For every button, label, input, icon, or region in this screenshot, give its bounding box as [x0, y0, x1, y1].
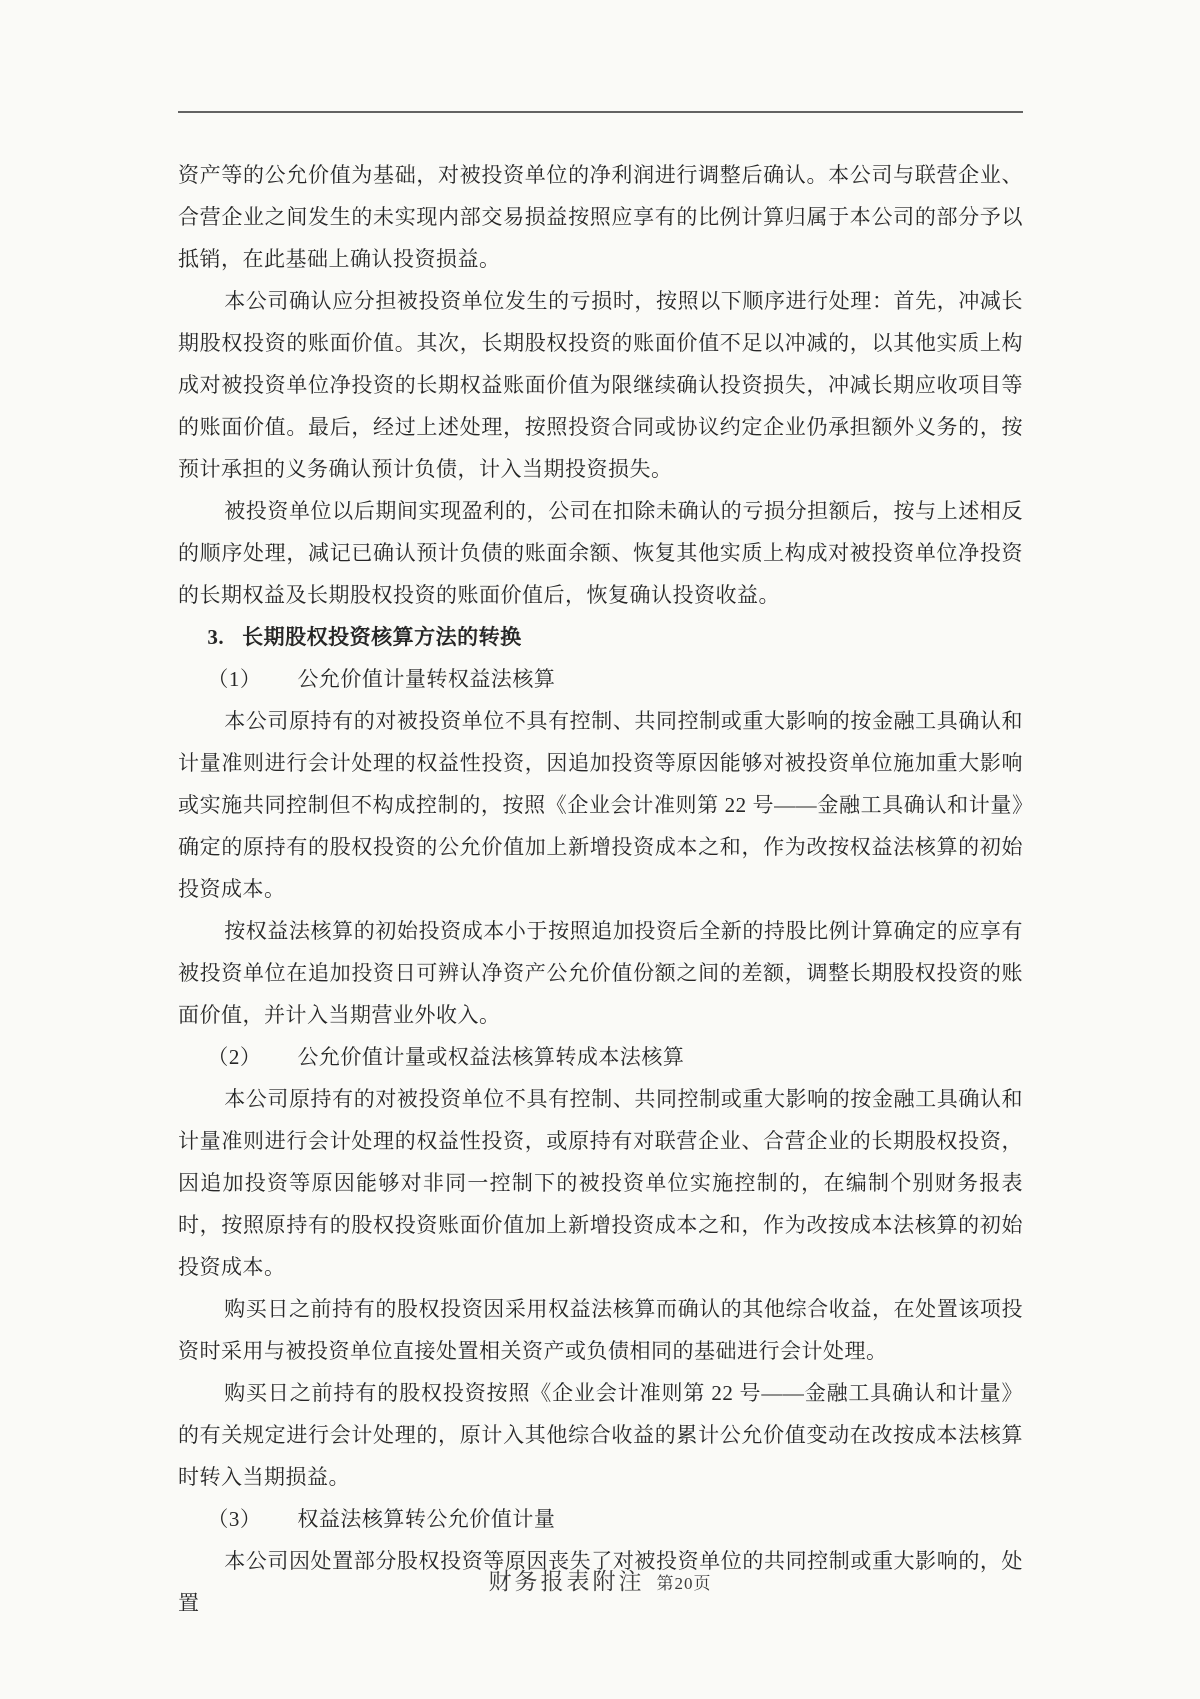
document-body: [178, 154, 1023, 1624]
subsection-heading: [178, 1498, 1023, 1540]
body-paragraph: 本公司因处置部分股权投资等原因丧失了对被投资单位的共同控制或重大影响的，处置: [178, 1549, 1023, 1615]
page-footer: [0, 1563, 1200, 1596]
body-paragraph: 本公司原持有的对被投资单位不具有控制、共同控制或重大影响的按金融工具确认和计量准则进行会计处理的权益性投资，因追加投资等原因能够对被投资单位施加重大影响或实施共同控制但不构成控制的，按照《企业会计准则第 22 号——金融工具确认和计量》确定的原持有的股权投资的公允价值加上新增投资成本之和，作为改按权益法核算的初始投资成本。: [178, 709, 1023, 901]
section-title: 长期股权投资核算方法的转换: [242, 625, 522, 649]
header-rule: [178, 111, 1023, 113]
section-heading: [178, 616, 1023, 658]
body-paragraph: 本公司原持有的对被投资单位不具有控制、共同控制或重大影响的按金融工具确认和计量准则进行会计处理的权益性投资，或原持有对联营企业、合营企业的长期股权投资，因追加投资等原因能够对非同一控制下的被投资单位实施控制的，在编制个别财务报表时，按照原持有的股权投资账面价值加上新增投资成本之和，作为改按成本法核算的初始投资成本。: [178, 1087, 1023, 1279]
subsection-title: 权益法核算转公允价值计量: [297, 1507, 556, 1531]
subsection-title: 公允价值计量或权益法核算转成本法核算: [297, 1045, 685, 1069]
subsection-title: 公允价值计量转权益法核算: [297, 667, 556, 691]
body-paragraph: 按权益法核算的初始投资成本小于按照追加投资后全新的持股比例计算确定的应享有被投资单位在追加投资日可辨认净资产公允价值份额之间的差额，调整长期股权投资的账面价值，并计入当期营业外收入。: [178, 919, 1023, 1027]
subsection-marker: （3）: [207, 1507, 262, 1531]
body-paragraph: 本公司确认应分担被投资单位发生的亏损时，按照以下顺序进行处理：首先，冲减长期股权投资的账面价值。其次，长期股权投资的账面价值不足以冲减的，以其他实质上构成对被投资单位净投资的长期权益账面价值为限继续确认投资损失，冲减长期应收项目等的账面价值。最后，经过上述处理，按照投资合同或协议约定企业仍承担额外义务的，按预计承担的义务确认预计负债，计入当期投资损失。: [178, 289, 1023, 481]
body-paragraph: 购买日之前持有的股权投资因采用权益法核算而确认的其他综合收益，在处置该项投资时采用与被投资单位直接处置相关资产或负债相同的基础进行会计处理。: [178, 1297, 1023, 1363]
footer-title: 财务报表附注: [488, 1569, 645, 1594]
body-paragraph: 被投资单位以后期间实现盈利的，公司在扣除未确认的亏损分担额后，按与上述相反的顺序处理，减记已确认预计负债的账面余额、恢复其他实质上构成对被投资单位净投资的长期权益及长期股权投资的账面价值后，恢复确认投资收益。: [178, 499, 1023, 607]
subsection-heading: [178, 658, 1023, 700]
subsection-marker: （1）: [207, 667, 262, 691]
body-paragraph: 购买日之前持有的股权投资按照《企业会计准则第 22 号——金融工具确认和计量》的有关规定进行会计处理的，原计入其他综合收益的累计公允价值变动在改按成本法核算时转入当期损益。: [178, 1381, 1023, 1489]
section-number: 3.: [207, 625, 225, 649]
body-paragraph: 资产等的公允价值为基础，对被投资单位的净利润进行调整后确认。本公司与联营企业、合营企业之间发生的未实现内部交易损益按照应享有的比例计算归属于本公司的部分予以抵销，在此基础上确认投资损益。: [178, 163, 1023, 271]
page-number: 第20页: [656, 1574, 712, 1593]
subsection-heading: [178, 1036, 1023, 1078]
subsection-marker: （2）: [207, 1045, 262, 1069]
